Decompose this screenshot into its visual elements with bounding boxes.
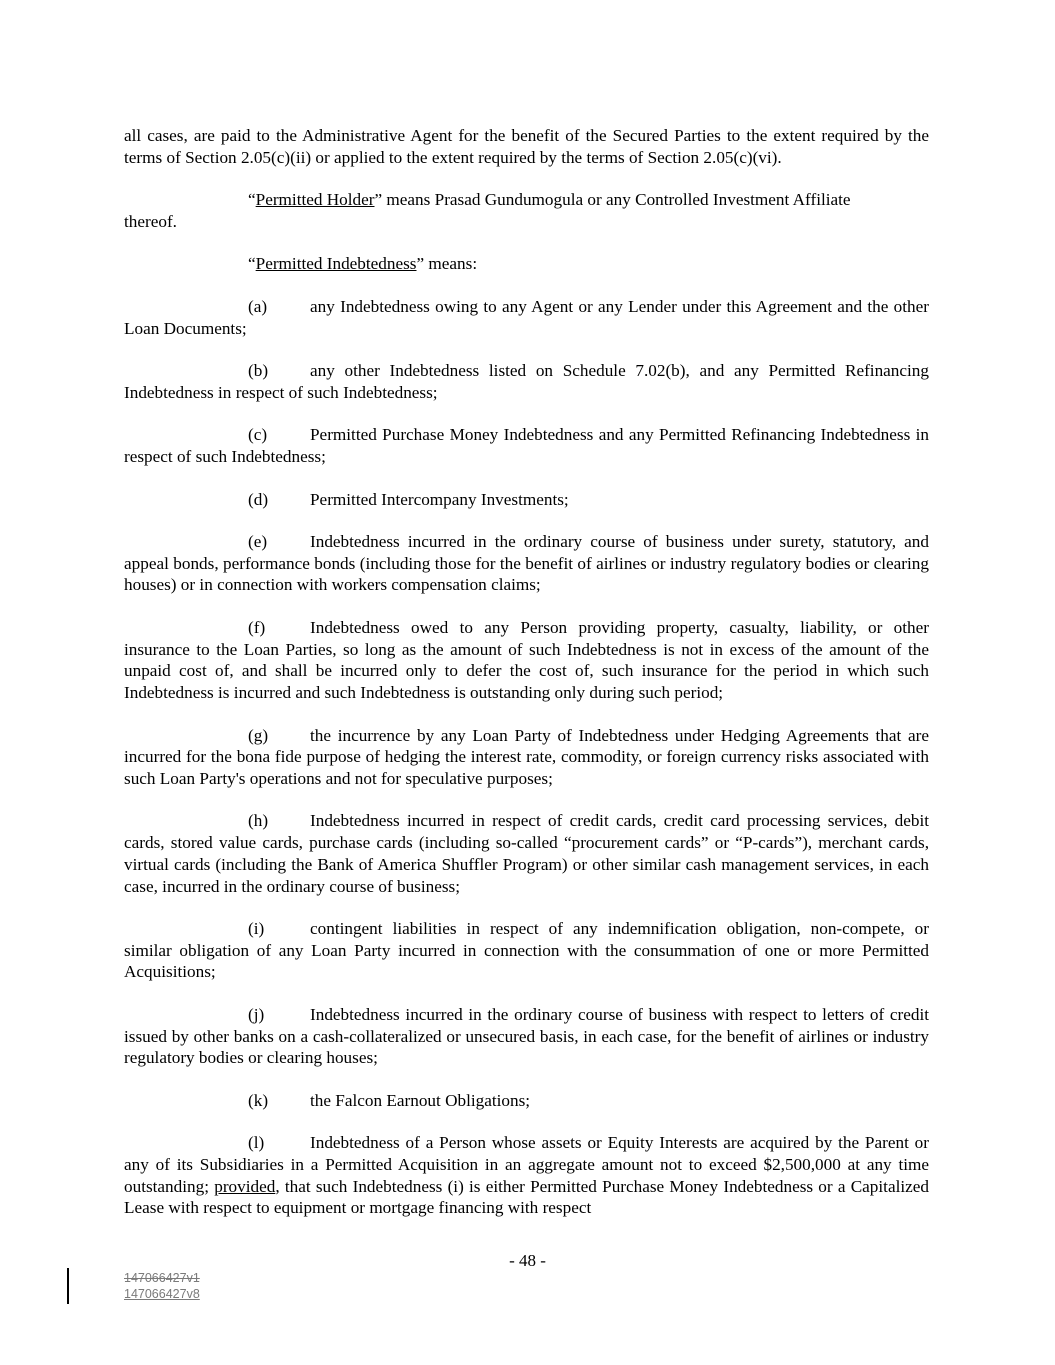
clause-item xyxy=(124,1004,929,1069)
clause-item-l: (l) Indebtedness of a Person whose assets or Equity Interests are acquired by the Parent or any of its Subsidiaries in a Permitted Acquisition in an aggregate amount not to exceed $2,500,000 at any time outstanding; provided, that such Indebtedness (i) is either Permitted Purchase Money Indebtedness or a Capitalized Lease with respect to equipment or mortgage financing with respect xyxy=(124,1133,929,1218)
clause-item xyxy=(124,617,929,704)
defined-term-permitted-indebtedness: Permitted Indebtedness xyxy=(255,254,417,274)
clause-text: contingent liabilities in respect of any indemnification obligation, non-compete, or similar obligation of any Loan Party incurred in connection with the consummation of one or more Permitted Acquisitions; xyxy=(124,919,929,982)
clause-item xyxy=(124,725,929,790)
clause-label: (i) xyxy=(248,919,265,939)
clause-label: (g) xyxy=(248,725,269,745)
clause-label: (b) xyxy=(248,361,269,381)
clause-item xyxy=(124,1090,929,1112)
clause-item xyxy=(124,489,929,511)
clause-label: (d) xyxy=(248,489,269,509)
clause-list xyxy=(124,296,929,1112)
provided-term: provided xyxy=(214,1176,276,1196)
clause-item xyxy=(124,918,929,983)
clause-item xyxy=(124,296,929,339)
clause-text: any other Indebtedness listed on Schedule 7.02(b), and any Permitted Refinancing Indebtedness in respect of such Indebtedness; xyxy=(124,361,929,402)
clause-label: (e) xyxy=(248,532,268,552)
clause-item xyxy=(124,424,929,467)
clause-label: (k) xyxy=(248,1090,269,1110)
intro-line-2: by the terms of Section 2.05(c)(ii) or applied to the extent required by the terms of Section 2.05(c)(vi). xyxy=(124,126,930,167)
clause-text: Indebtedness incurred in the ordinary course of business with respect to letters of credit issued by other banks on a cash-collateralized or unsecured basis, in each case, for the benefit of airlines or industry regulatory bodies or clearing houses; xyxy=(124,1004,929,1068)
clause-text: Indebtedness incurred in the ordinary course of business under surety, statutory, and appeal bonds, performance bonds (including those for the benefit of airlines or industry regulatory bodies or clearing houses) or in connection with workers compensation claims; xyxy=(124,532,929,595)
intro-line-1: all cases, are paid to the Administrative Agent for the benefit of the Secured Parties to the extent required xyxy=(124,126,879,145)
clause-item xyxy=(124,531,929,596)
defined-term-permitted-holder: Permitted Holder xyxy=(255,190,375,210)
intro-paragraph xyxy=(124,125,929,168)
clause-item xyxy=(124,810,929,897)
clause-text: any Indebtedness owing to any Agent or any Lender under this Agreement and the other Loan Documents; xyxy=(124,296,929,338)
definition-permitted-indebtedness: “Permitted Indebtedness” means: xyxy=(248,254,478,274)
clause-text: Indebtedness owed to any Person providing property, casualty, liability, or other insurance to the Loan Parties, so long as the amount of such Indebtedness is not in excess of the amount of the unpaid cost of, and shall be incurred only to defer the cost of, such insurance for the period in which such Indebtedness is incurred and such Indebtedness is outstanding only during such period; xyxy=(124,617,929,703)
clause-label: (f) xyxy=(248,617,266,637)
clause-item xyxy=(124,360,929,403)
definition-permitted-holder: “Permitted Holder” means Prasad Gundumogula or any Controlled Investment Affiliate thereof. xyxy=(124,189,929,232)
clause-label: (a) xyxy=(248,296,268,316)
clause-label: (c) xyxy=(248,425,268,445)
page-number: - 48 - xyxy=(509,1251,546,1270)
clause-text: Permitted Purchase Money Indebtedness and any Permitted Refinancing Indebtedness in respect of such Indebtedness; xyxy=(124,425,929,467)
clause-text: Indebtedness incurred in respect of credit cards, credit card processing services, debit cards, stored value cards, purchase cards (including so-called “procurement cards” or “P-cards”), merchant cards, virtual cards (including the Bank of America Shuffler Program) or other similar cash management services, in each case, incurred in the ordinary course of business; xyxy=(124,811,929,896)
clause-label: (h) xyxy=(248,811,269,831)
change-bar xyxy=(67,1268,69,1304)
clause-text: Permitted Intercompany Investments; xyxy=(310,489,569,509)
doc-id-new: 147066427v8 xyxy=(124,1287,200,1301)
document-page xyxy=(124,125,929,1240)
clause-text: the incurrence by any Loan Party of Indebtedness under Hedging Agreements that are incurred for the bona fide purpose of hedging the interest rate, commodity, or foreign currency risks associated with such Loan Party's operations and not for speculative purposes; xyxy=(124,725,929,788)
definition-continuation: thereof. xyxy=(124,211,177,231)
clause-text: the Falcon Earnout Obligations; xyxy=(310,1090,531,1110)
clause-label: (l) xyxy=(248,1133,265,1153)
clause-label: (j) xyxy=(248,1004,265,1024)
doc-id-old: 147066427v1 xyxy=(124,1271,200,1285)
